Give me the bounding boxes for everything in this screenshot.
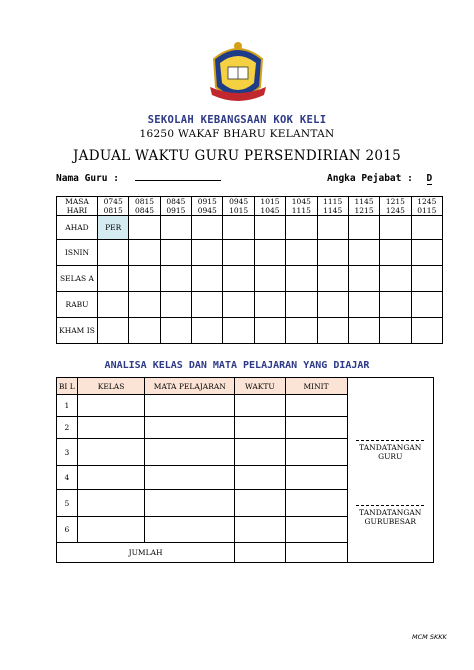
day-row (57, 266, 443, 292)
timetable-cell[interactable] (286, 266, 317, 292)
analysis-header-row (57, 378, 434, 395)
timetable-cell[interactable] (286, 216, 317, 240)
timetable-cell[interactable] (348, 240, 379, 266)
minit-header: MINIT (285, 378, 347, 395)
guru-signature-label: TANDATANGAN GURU (359, 443, 422, 461)
row-number: 6 (57, 517, 78, 543)
total-waktu-cell[interactable] (235, 543, 285, 563)
timetable-cell[interactable] (348, 216, 379, 240)
day-label: AHAD (57, 216, 98, 240)
timetable-cell[interactable] (129, 292, 160, 318)
timetable-cell[interactable] (129, 266, 160, 292)
timetable-cell[interactable] (317, 216, 348, 240)
day-label: SELAS A (57, 266, 98, 292)
timetable-cell[interactable] (160, 292, 191, 318)
waktu-header: WAKTU (235, 378, 285, 395)
timetable-cell[interactable] (254, 240, 285, 266)
teacher-name-field (56, 173, 221, 184)
timetable-cell[interactable]: PER (98, 216, 129, 240)
time-slot: 1145 1215 (348, 197, 379, 216)
analysis-table (56, 377, 434, 563)
kelas-cell[interactable] (77, 439, 145, 466)
timetable-cell[interactable] (98, 318, 129, 344)
document-title: JADUAL WAKTU GURU PERSENDIRIAN 2015 (72, 148, 402, 164)
timetable-cell[interactable] (192, 318, 223, 344)
timetable-cell[interactable] (192, 240, 223, 266)
minit-cell[interactable] (285, 395, 347, 417)
timetable-cell[interactable] (254, 216, 285, 240)
mata-pelajaran-cell[interactable] (145, 490, 235, 517)
mata-pelajaran-cell[interactable] (145, 439, 235, 466)
timetable-cell[interactable] (254, 292, 285, 318)
jumlah-label: JUMLAH (57, 543, 235, 563)
timetable-cell[interactable] (380, 266, 411, 292)
kelas-cell[interactable] (77, 466, 145, 490)
gurubesar-signature-label: TANDATANGAN GURUBESAR (359, 508, 422, 526)
timetable-cell[interactable] (254, 266, 285, 292)
mata-pelajaran-cell[interactable] (145, 417, 235, 439)
row-number: 3 (57, 439, 78, 466)
timetable-cell[interactable] (223, 318, 254, 344)
time-slot: 0745 0815 (98, 197, 129, 216)
timetable-cell[interactable] (254, 318, 285, 344)
kelas-cell[interactable] (77, 417, 145, 439)
row-number: 4 (57, 466, 78, 490)
timetable-cell[interactable] (192, 292, 223, 318)
waktu-cell[interactable] (235, 466, 285, 490)
timetable-cell[interactable] (160, 240, 191, 266)
school-address: 16250 WAKAF BHARU KELANTAN (139, 128, 335, 140)
time-slot: 1015 1045 (254, 197, 285, 216)
day-label: ISNIN (57, 240, 98, 266)
timetable-cell[interactable] (411, 240, 442, 266)
timetable-cell[interactable] (160, 216, 191, 240)
corner-cell: MASA HARI (57, 197, 98, 216)
row-number: 1 (57, 395, 78, 417)
office-number-field (327, 173, 432, 185)
time-slot: 1045 1115 (286, 197, 317, 216)
kelas-cell[interactable] (77, 395, 145, 417)
timetable-cell[interactable] (317, 318, 348, 344)
timetable-cell[interactable] (317, 292, 348, 318)
waktu-cell[interactable] (235, 490, 285, 517)
time-slot: 0815 0845 (129, 197, 160, 216)
signature-panel (347, 378, 434, 563)
kelas-cell[interactable] (77, 517, 145, 543)
timetable-cell[interactable] (223, 266, 254, 292)
row-number: 2 (57, 417, 78, 439)
school-crest-logo (208, 37, 268, 109)
time-slot: 1115 1145 (317, 197, 348, 216)
timetable-cell[interactable] (411, 292, 442, 318)
timetable-cell[interactable] (286, 240, 317, 266)
waktu-cell[interactable] (235, 395, 285, 417)
kelas-header: KELAS (77, 378, 145, 395)
timetable-cell[interactable] (411, 266, 442, 292)
teacher-name-label: Nama Guru : (56, 173, 119, 184)
day-label: KHAM IS (57, 318, 98, 344)
timetable-cell[interactable] (223, 292, 254, 318)
school-name: SEKOLAH KEBANGSAAN KOK KELI (147, 114, 327, 126)
timetable-cell[interactable] (411, 318, 442, 344)
waktu-cell[interactable] (235, 517, 285, 543)
mata-pelajaran-header: MATA PELAJARAN (145, 378, 235, 395)
timetable-cell[interactable] (286, 292, 317, 318)
minit-cell[interactable] (285, 439, 347, 466)
timetable-cell[interactable] (98, 240, 129, 266)
gurubesar-signature-line (356, 505, 424, 506)
timetable-cell[interactable] (348, 292, 379, 318)
kelas-cell[interactable] (77, 490, 145, 517)
day-row (57, 318, 443, 344)
timetable-cell[interactable] (380, 292, 411, 318)
timetable-cell[interactable] (223, 216, 254, 240)
minit-cell[interactable] (285, 490, 347, 517)
timetable-header-row (57, 197, 443, 216)
mata-pelajaran-cell[interactable] (145, 466, 235, 490)
timetable-cell[interactable] (129, 318, 160, 344)
row-number: 5 (57, 490, 78, 517)
waktu-cell[interactable] (235, 439, 285, 466)
footer-code: MCM SKKK (412, 633, 447, 641)
time-slot: 0945 1015 (223, 197, 254, 216)
timetable-cell[interactable] (98, 292, 129, 318)
timetable-cell[interactable] (348, 266, 379, 292)
timetable-grid (56, 196, 443, 344)
office-number-value: D (426, 173, 433, 184)
mata-pelajaran-cell[interactable] (145, 517, 235, 543)
minit-cell[interactable] (285, 517, 347, 543)
day-row (57, 292, 443, 318)
timetable-cell[interactable] (380, 318, 411, 344)
timetable-cell[interactable] (348, 318, 379, 344)
time-slot: 1245 0115 (411, 197, 442, 216)
office-number-label: Angka Pejabat : (327, 173, 413, 184)
timetable-cell[interactable] (129, 216, 160, 240)
time-slot: 1215 1245 (380, 197, 411, 216)
timetable-cell[interactable] (129, 240, 160, 266)
timetable-cell[interactable] (98, 266, 129, 292)
total-minit-cell[interactable] (285, 543, 347, 563)
timetable-cell[interactable] (223, 240, 254, 266)
teacher-name-blank (135, 180, 221, 181)
timetable-cell[interactable] (192, 266, 223, 292)
analysis-title: ANALISA KELAS DAN MATA PELAJARAN YANG DIAJAR (104, 360, 370, 371)
mata-pelajaran-cell[interactable] (145, 395, 235, 417)
day-row (57, 216, 443, 240)
timetable-cell[interactable] (160, 266, 191, 292)
minit-cell[interactable] (285, 417, 347, 439)
day-row (57, 240, 443, 266)
timetable-cell[interactable] (286, 318, 317, 344)
timetable-cell[interactable] (380, 216, 411, 240)
bil-header: BI L (57, 378, 78, 395)
time-slot: 0845 0915 (160, 197, 191, 216)
timetable-cell[interactable] (192, 216, 223, 240)
timetable-cell[interactable] (317, 266, 348, 292)
timetable-cell[interactable] (411, 216, 442, 240)
waktu-cell[interactable] (235, 417, 285, 439)
minit-cell[interactable] (285, 466, 347, 490)
timetable-cell[interactable] (380, 240, 411, 266)
timetable-cell[interactable] (160, 318, 191, 344)
timetable-cell[interactable] (317, 240, 348, 266)
time-slot: 0915 0945 (192, 197, 223, 216)
day-label: RABU (57, 292, 98, 318)
guru-signature-line (356, 440, 424, 441)
